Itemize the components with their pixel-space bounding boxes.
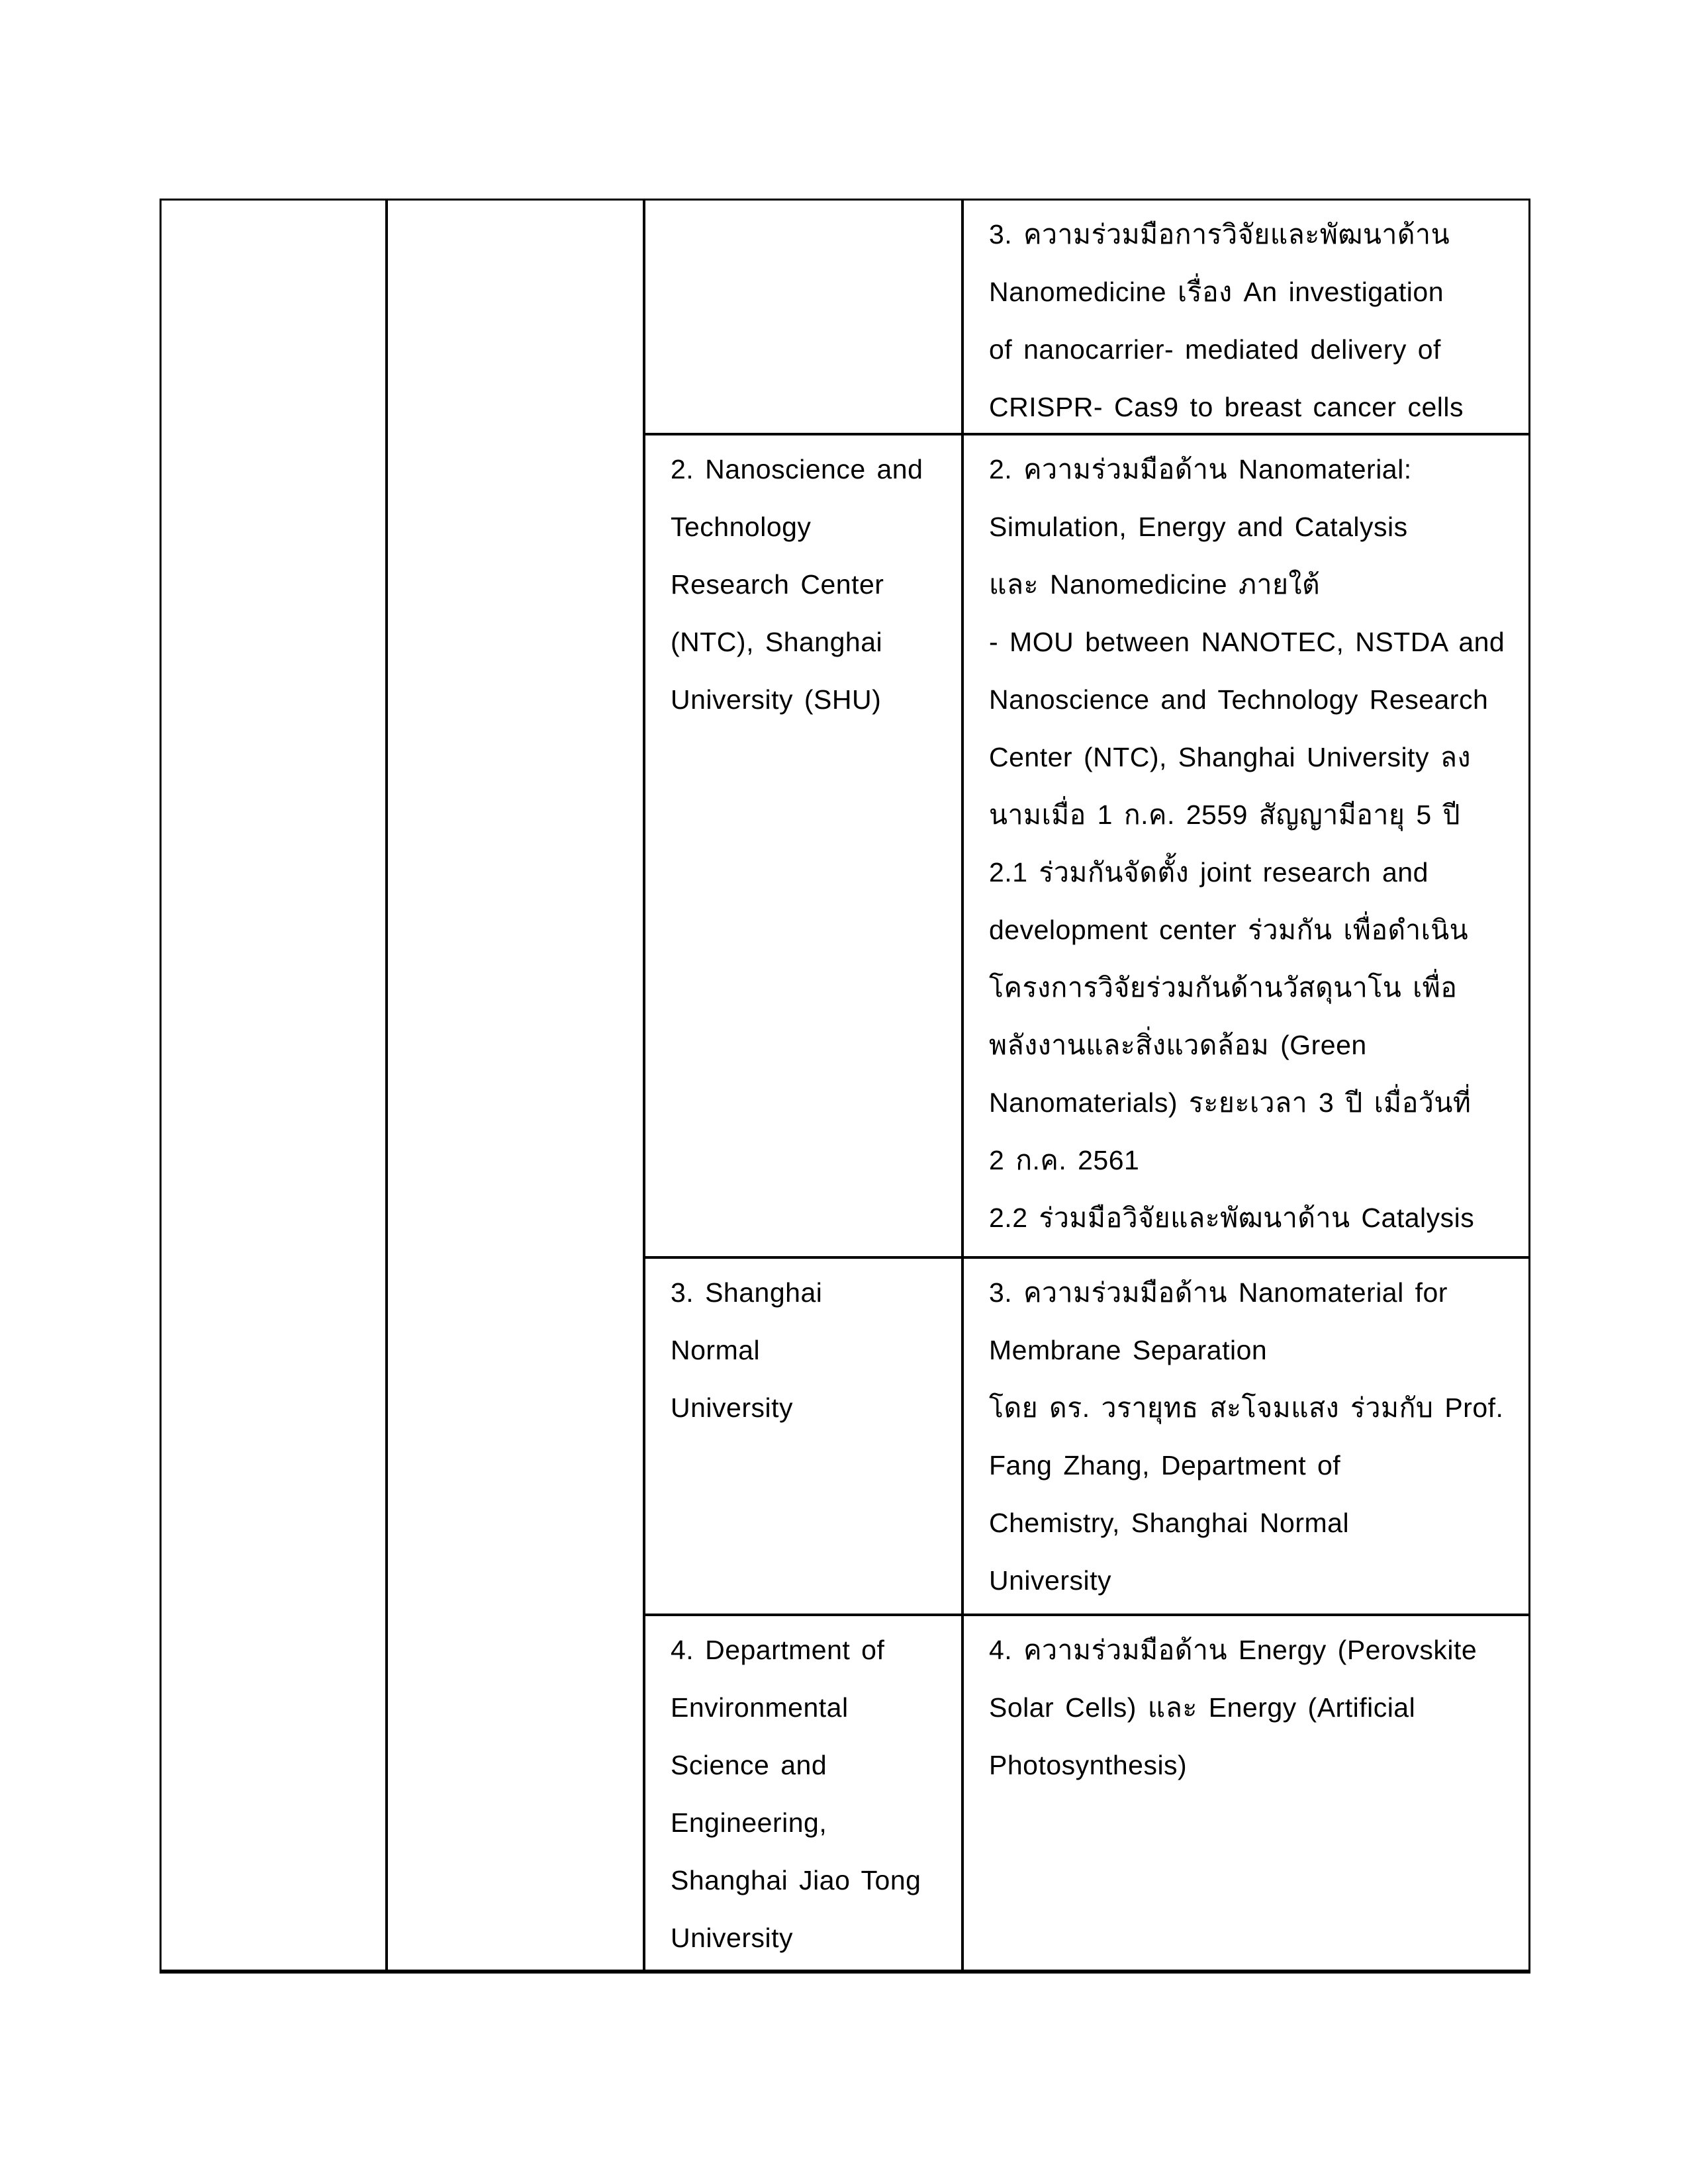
table-cell-col2-empty xyxy=(388,201,645,1970)
text-line: Solar Cells) และ Energy (Artificial xyxy=(989,1692,1416,1723)
text-line: University xyxy=(989,1565,1111,1596)
text-line: development center ร่วมกัน เพื่อดำเนิน xyxy=(989,915,1469,945)
partner-cell-row4 xyxy=(645,1616,964,1970)
text-line: Research Center xyxy=(671,569,884,600)
text-line: โครงการวิจัยร่วมกันด้านวัสดุนาโน เพื่อ xyxy=(989,972,1458,1003)
text-line: Nanomedicine เรื่อง An investigation xyxy=(989,277,1444,307)
text-line: Technology xyxy=(671,512,812,542)
text-line: Science and xyxy=(671,1750,827,1780)
text-line: Environmental xyxy=(671,1692,849,1723)
text-line: 2. ความร่วมมือด้าน Nanomaterial: xyxy=(989,454,1412,484)
text-line: โดย ดร. วรายุทธ สะโจมแสง ร่วมกับ Prof. xyxy=(989,1392,1504,1423)
table-cell-col1-empty xyxy=(162,201,388,1970)
text-line: Shanghai Jiao Tong xyxy=(671,1865,921,1895)
text-line: และ Nanomedicine ภายใต้ xyxy=(989,569,1321,600)
text-line: of nanocarrier- mediated delivery of xyxy=(989,334,1441,365)
text-line: Chemistry, Shanghai Normal xyxy=(989,1508,1350,1538)
text-line: 2.1 ร่วมกันจัดตั้ง joint research and xyxy=(989,857,1429,887)
text-line: นามเมื่อ 1 ก.ค. 2559 สัญญามีอายุ 5 ปี xyxy=(989,799,1461,830)
text-line: University xyxy=(671,1392,793,1423)
partner-cell-row2 xyxy=(645,435,964,1259)
text-line: 4. ความร่วมมือด้าน Energy (Perovskite xyxy=(989,1635,1477,1665)
partner-cell-row1 xyxy=(645,201,964,435)
partner-cell-row3 xyxy=(645,1259,964,1616)
text-line: Normal xyxy=(671,1335,761,1365)
text-line: Simulation, Energy and Catalysis xyxy=(989,512,1408,542)
text-line: Nanoscience and Technology Research xyxy=(989,684,1489,715)
text-line: Center (NTC), Shanghai University ลง xyxy=(989,742,1471,772)
text-line: 3. ความร่วมมือการวิจัยและพัฒนาด้าน xyxy=(989,219,1450,250)
text-line: Fang Zhang, Department of xyxy=(989,1450,1341,1480)
collaboration-table xyxy=(160,199,1530,1974)
text-line: 3. ความร่วมมือด้าน Nanomaterial for xyxy=(989,1277,1448,1308)
text-line: พลังงานและสิ่งแวดล้อม (Green xyxy=(989,1030,1367,1060)
text-line: Membrane Separation xyxy=(989,1335,1268,1365)
text-line: (NTC), Shanghai xyxy=(671,627,883,657)
text-line: University (SHU) xyxy=(671,684,882,715)
text-line: - MOU between NANOTEC, NSTDA and xyxy=(989,627,1505,657)
details-cell-row4 xyxy=(964,1616,1528,1970)
details-cell-row2 xyxy=(964,435,1528,1259)
text-line: Photosynthesis) xyxy=(989,1750,1188,1780)
text-line: 2 ก.ค. 2561 xyxy=(989,1145,1140,1175)
text-line: Engineering, xyxy=(671,1807,827,1838)
text-line: 3. Shanghai xyxy=(671,1277,823,1308)
details-cell-row1 xyxy=(964,201,1528,435)
text-line: CRISPR- Cas9 to breast cancer cells xyxy=(989,392,1464,422)
text-line: 2. Nanoscience and xyxy=(671,454,923,484)
text-line: University xyxy=(671,1923,793,1953)
text-line: 4. Department of xyxy=(671,1635,885,1665)
text-line: 2.2 ร่วมมือวิจัยและพัฒนาด้าน Catalysis xyxy=(989,1203,1475,1233)
text-line: Nanomaterials) ระยะเวลา 3 ปี เมื่อวันที่ xyxy=(989,1087,1472,1118)
details-cell-row3 xyxy=(964,1259,1528,1616)
